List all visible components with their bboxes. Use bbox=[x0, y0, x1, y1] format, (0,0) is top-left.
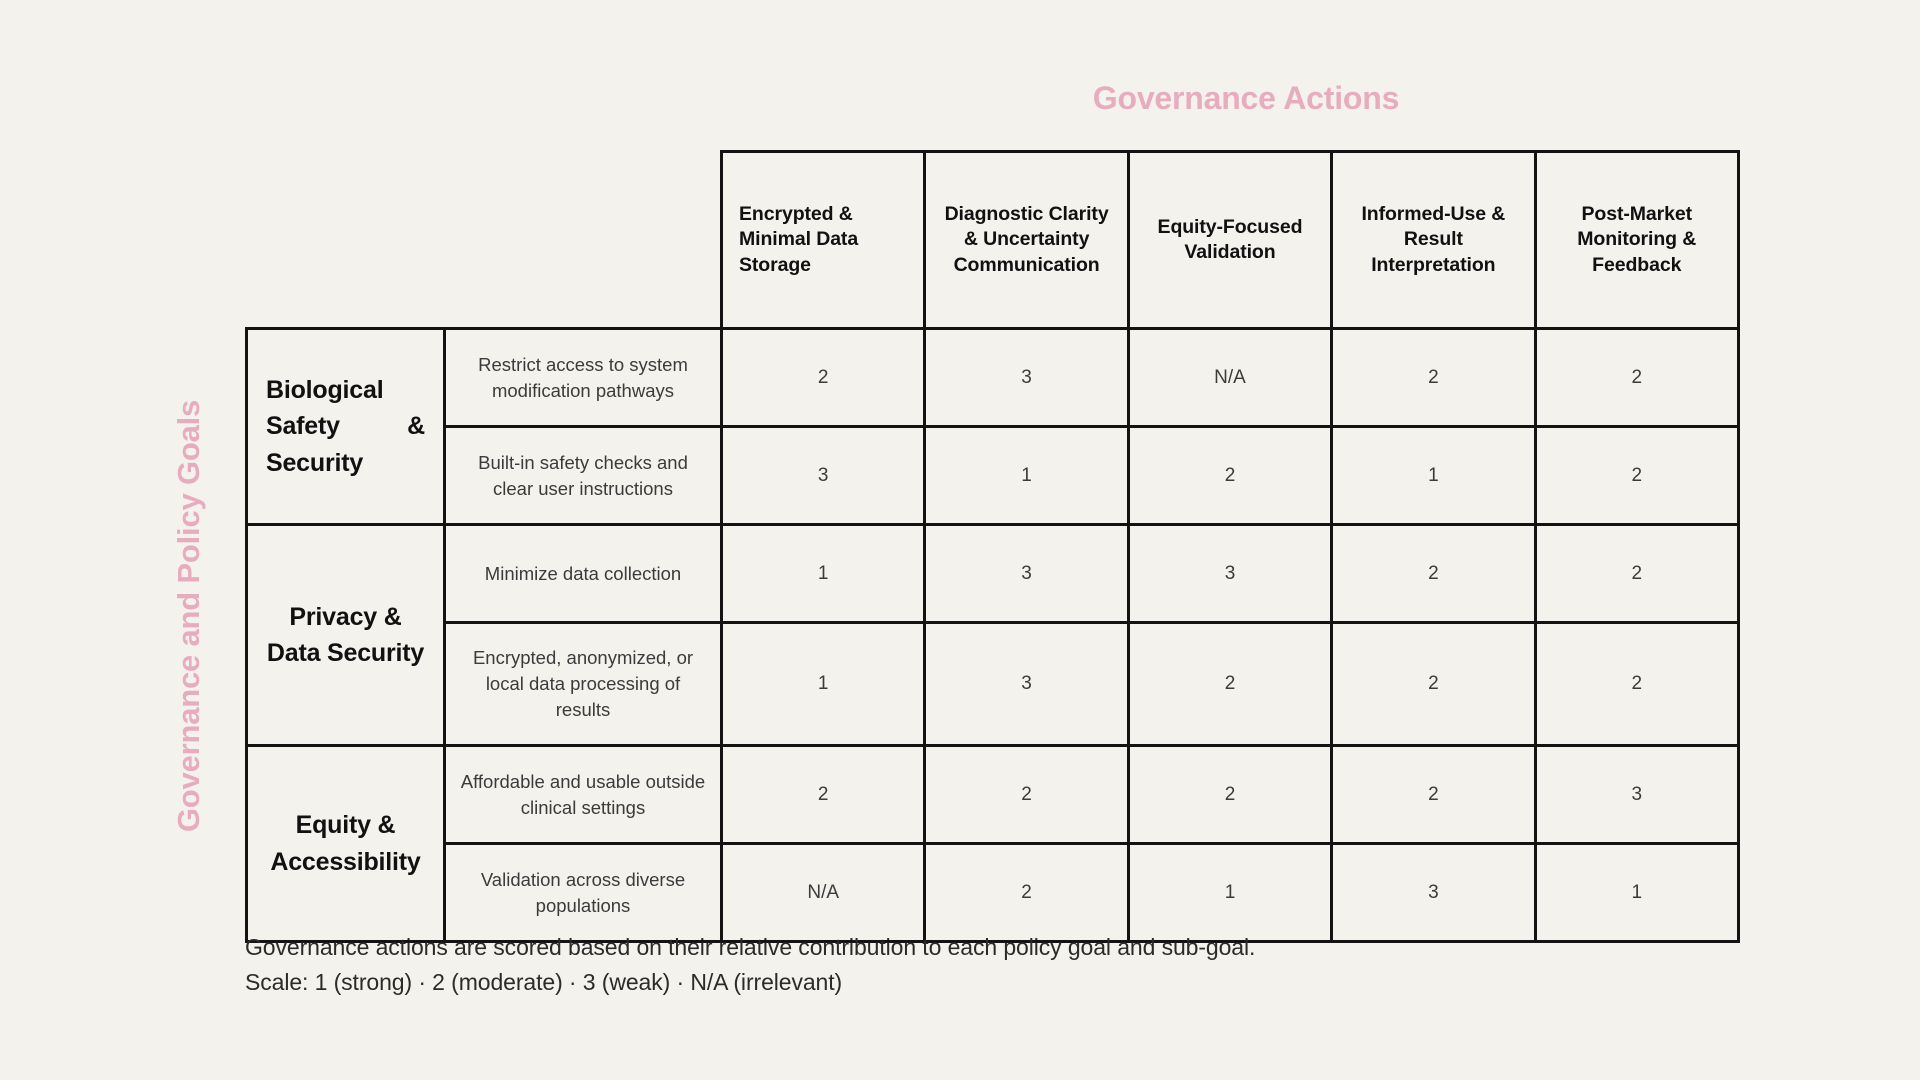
policy-goal-equity-accessibility[interactable]: Equity & Accessibility bbox=[247, 746, 445, 942]
score-cell[interactable]: 2 bbox=[1535, 427, 1738, 525]
score-cell[interactable]: 2 bbox=[722, 329, 925, 427]
score-cell[interactable]: 3 bbox=[1332, 844, 1535, 942]
footnote-line-scale: Scale: 1 (strong) · 2 (moderate) · 3 (weak) · N/A (irrelevant) bbox=[245, 968, 843, 995]
score-cell[interactable]: 2 bbox=[1332, 329, 1535, 427]
score-cell[interactable]: 2 bbox=[1128, 623, 1331, 746]
score-cell[interactable]: 2 bbox=[1332, 746, 1535, 844]
column-header-4[interactable]: Informed-Use & Result Interpretation bbox=[1332, 152, 1535, 329]
corner-cell-group bbox=[247, 152, 445, 329]
governance-matrix-table bbox=[245, 150, 1740, 943]
column-header-3[interactable]: Equity-Focused Validation bbox=[1128, 152, 1331, 329]
score-cell[interactable]: 2 bbox=[1535, 329, 1738, 427]
policy-goal-biological-safety-security[interactable]: Biological Safety & Security bbox=[247, 329, 445, 525]
score-cell[interactable]: 2 bbox=[925, 844, 1128, 942]
table-row bbox=[247, 746, 1739, 844]
header-row bbox=[247, 152, 1739, 329]
policy-goal-privacy-data-security[interactable]: Privacy & Data Security bbox=[247, 525, 445, 746]
score-cell[interactable]: 3 bbox=[925, 525, 1128, 623]
score-cell[interactable]: 2 bbox=[925, 746, 1128, 844]
footnote-line-scoring: Governance actions are scored based on their relative contribution to each policy goal and sub-goal. bbox=[245, 934, 1256, 960]
score-cell[interactable]: 2 bbox=[722, 746, 925, 844]
table-header bbox=[247, 152, 1739, 329]
footnote bbox=[245, 930, 1745, 1000]
subgoal-cell[interactable]: Validation across diverse populations bbox=[445, 844, 722, 942]
score-cell[interactable]: 2 bbox=[1332, 525, 1535, 623]
score-cell[interactable]: 2 bbox=[1535, 525, 1738, 623]
subgoal-cell[interactable]: Minimize data collection bbox=[445, 525, 722, 623]
column-header-2[interactable]: Diagnostic Clarity & Uncertainty Communication bbox=[925, 152, 1128, 329]
table-body bbox=[247, 329, 1739, 942]
column-header-5[interactable]: Post-Market Monitoring & Feedback bbox=[1535, 152, 1738, 329]
score-cell[interactable]: 2 bbox=[1535, 623, 1738, 746]
score-cell[interactable]: 3 bbox=[925, 329, 1128, 427]
subgoal-cell[interactable]: Built-in safety checks and clear user instructions bbox=[445, 427, 722, 525]
score-cell[interactable]: 3 bbox=[722, 427, 925, 525]
score-cell[interactable]: 1 bbox=[1332, 427, 1535, 525]
score-cell[interactable]: 1 bbox=[722, 525, 925, 623]
score-cell[interactable]: 1 bbox=[722, 623, 925, 746]
table-row bbox=[247, 329, 1739, 427]
table-row bbox=[247, 844, 1739, 942]
score-cell[interactable]: 3 bbox=[1128, 525, 1331, 623]
columns-axis-title: Governance Actions bbox=[1092, 80, 1400, 116]
subgoal-cell[interactable]: Affordable and usable outside clinical settings bbox=[445, 746, 722, 844]
table-row bbox=[247, 525, 1739, 623]
score-cell[interactable]: 3 bbox=[925, 623, 1128, 746]
subgoal-cell[interactable]: Encrypted, anonymized, or local data processing of results bbox=[445, 623, 722, 746]
rows-axis-title: Governance and Policy Goals bbox=[171, 399, 206, 833]
corner-cell-subgoal bbox=[445, 152, 722, 329]
score-cell[interactable]: 2 bbox=[1128, 746, 1331, 844]
table-row bbox=[247, 427, 1739, 525]
score-cell[interactable]: N/A bbox=[1128, 329, 1331, 427]
score-cell[interactable]: 1 bbox=[1128, 844, 1331, 942]
subgoal-cell[interactable]: Restrict access to system modification pathways bbox=[445, 329, 722, 427]
score-cell[interactable]: 1 bbox=[1535, 844, 1738, 942]
table-row bbox=[247, 623, 1739, 746]
score-cell[interactable]: 2 bbox=[1128, 427, 1331, 525]
score-cell[interactable]: 1 bbox=[925, 427, 1128, 525]
score-cell[interactable]: 3 bbox=[1535, 746, 1738, 844]
column-header-1[interactable]: Encrypted & Minimal Data Storage bbox=[722, 152, 925, 329]
score-cell[interactable]: 2 bbox=[1332, 623, 1535, 746]
score-cell[interactable]: N/A bbox=[722, 844, 925, 942]
